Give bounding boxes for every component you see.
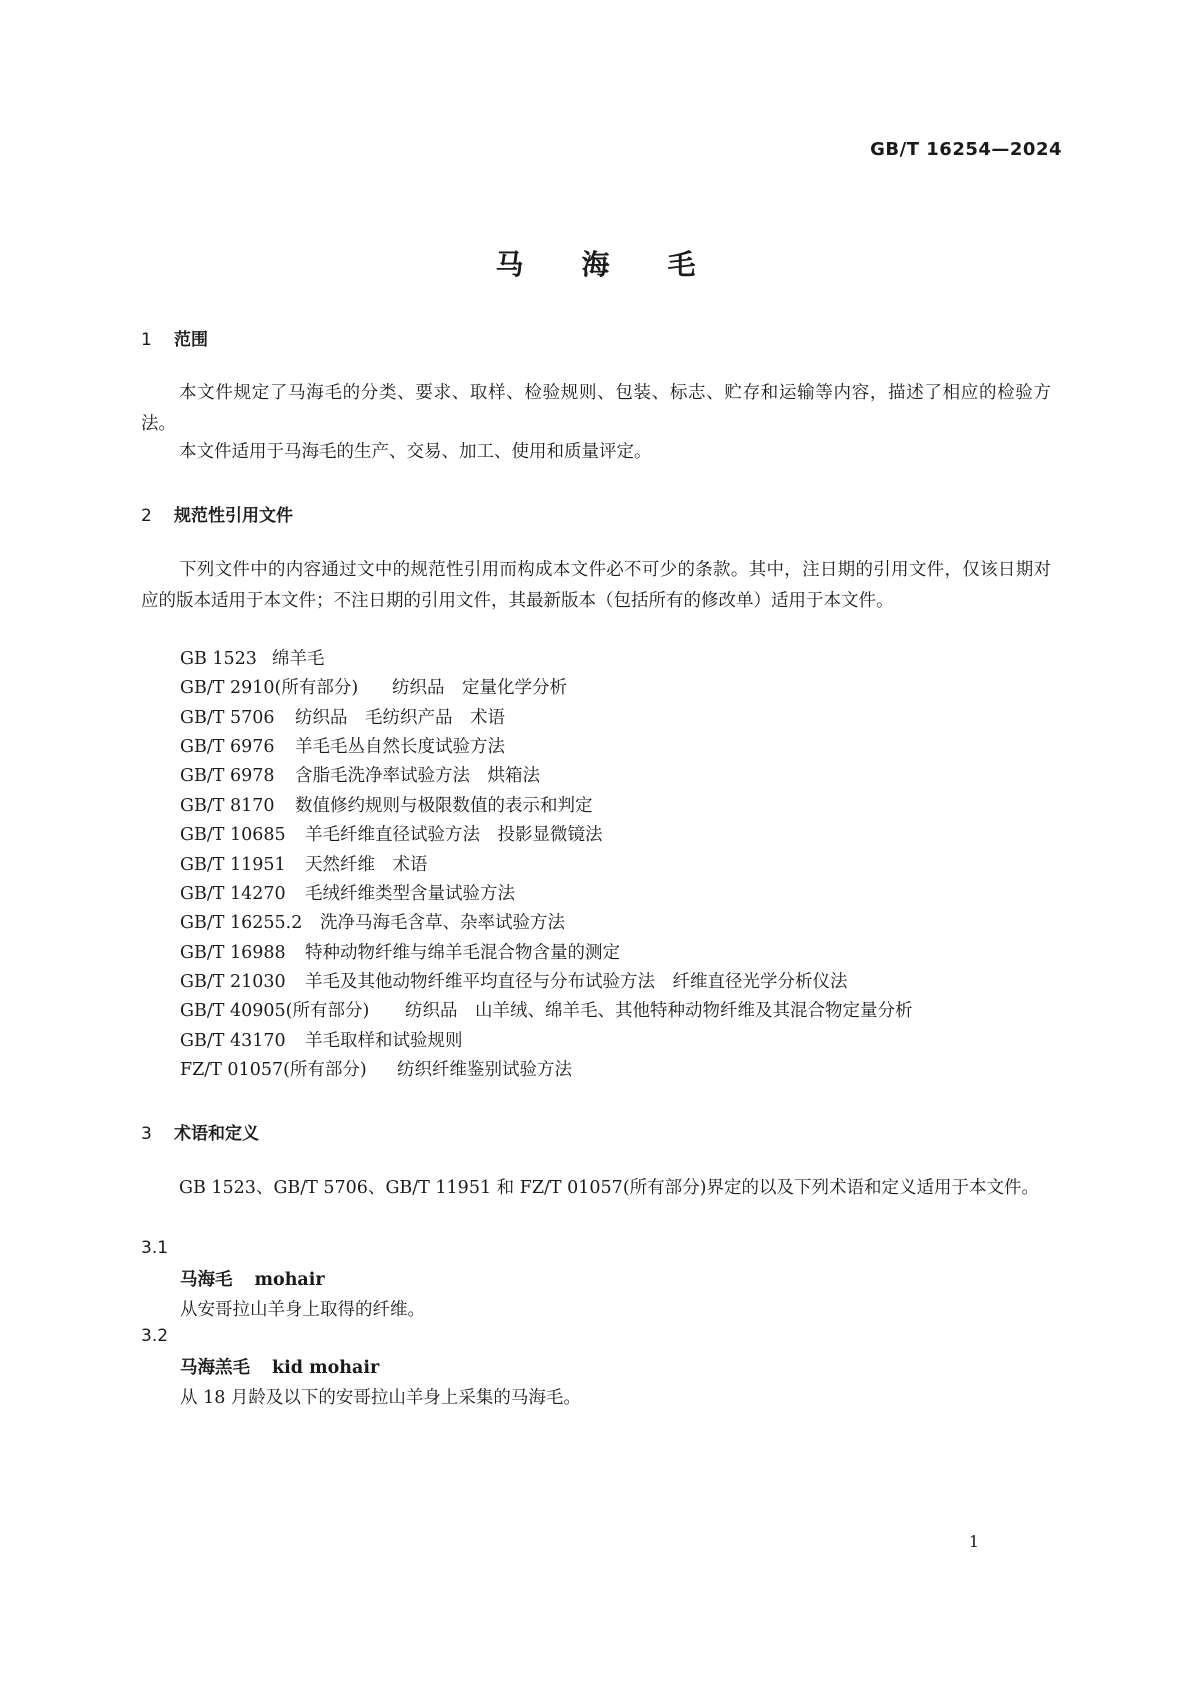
reference-code: GB 1523 (180, 649, 257, 669)
reference-title: 数值修约规则与极限数值的表示和判定 (295, 796, 593, 816)
section-title: 范围 (174, 330, 208, 350)
section-number: 3 (141, 1124, 152, 1144)
reference-item (180, 648, 325, 670)
term-definition: 从 18 月龄及以下的安哥拉山羊身上采集的马海毛。 (180, 1388, 581, 1408)
term-number: 3.1 (141, 1238, 169, 1258)
document-number: GB/T 16254—2024 (870, 139, 1062, 160)
reference-code: GB/T 6978 (180, 766, 275, 786)
reference-title: 纺织品 毛纺织产品 术语 (295, 708, 505, 728)
reference-item (180, 942, 620, 964)
term-name (180, 1354, 379, 1379)
reference-title: 天然纤维 术语 (305, 855, 428, 875)
reference-code: GB/T 16988 (180, 943, 286, 963)
reference-item (180, 1000, 913, 1022)
reference-title: 绵羊毛 (272, 649, 325, 669)
section-title: 术语和定义 (174, 1124, 259, 1144)
section-1-heading (141, 325, 208, 350)
section-1-paragraph-2: 本文件适用于马海毛的生产、交易、加工、使用和质量评定。 (179, 442, 652, 462)
term-name-en: mohair (254, 1270, 325, 1290)
reference-item (180, 883, 515, 905)
reference-item (180, 971, 848, 993)
reference-title: 洗净马海毛含草、杂率试验方法 (320, 913, 565, 933)
term-number: 3.2 (141, 1326, 169, 1346)
section-number: 2 (141, 506, 152, 526)
section-2-heading (141, 501, 293, 526)
reference-item (180, 1030, 463, 1052)
reference-item (180, 912, 565, 934)
term-name-zh: 马海毛 (180, 1270, 233, 1290)
reference-code: GB/T 16255.2 (180, 913, 303, 933)
reference-code: GB/T 5706 (180, 708, 275, 728)
reference-title: 羊毛取样和试验规则 (305, 1031, 463, 1051)
reference-code: GB/T 8170 (180, 796, 275, 816)
reference-code: GB/T 14270 (180, 884, 286, 904)
section-title: 规范性引用文件 (174, 506, 293, 526)
reference-code: GB/T 43170 (180, 1031, 286, 1051)
reference-item (180, 736, 505, 758)
reference-title: 纺织品 山羊绒、绵羊毛、其他特种动物纤维及其混合物定量分析 (405, 1001, 913, 1021)
reference-code: GB/T 10685 (180, 825, 286, 845)
term-name (180, 1266, 325, 1291)
reference-title: 纺织纤维鉴别试验方法 (397, 1060, 572, 1080)
section-2-paragraph-1: 下列文件中的内容通过文中的规范性引用而构成本文件必不可少的条款。其中，注日期的引用文件，仅该日期对应的版本适用于本文件；不注日期的引用文件，其最新版本（包括所有的修改单）适用于本文件。 (141, 560, 1051, 611)
reference-item (180, 1059, 572, 1081)
reference-item (180, 765, 540, 787)
reference-item (180, 707, 505, 729)
reference-code: GB/T 21030 (180, 972, 286, 992)
reference-code: GB/T 2910(所有部分) (180, 678, 359, 698)
reference-code: GB/T 6976 (180, 737, 275, 757)
reference-title: 羊毛及其他动物纤维平均直径与分布试验方法 纤维直径光学分析仪法 (305, 972, 848, 992)
reference-title: 毛绒纤维类型含量试验方法 (305, 884, 515, 904)
section-number: 1 (141, 330, 152, 350)
document-title: 马海毛 (495, 248, 754, 281)
reference-item (180, 854, 428, 876)
reference-item (180, 677, 567, 699)
reference-title: 羊毛纤维直径试验方法 投影显微镜法 (305, 825, 603, 845)
reference-title: 纺织品 定量化学分析 (392, 678, 567, 698)
reference-code: GB/T 40905(所有部分) (180, 1001, 370, 1021)
term-definition: 从安哥拉山羊身上取得的纤维。 (180, 1300, 425, 1320)
section-3-paragraph-1: GB 1523、GB/T 5706、GB/T 11951 和 FZ/T 01057(所有部分)界定的以及下列术语和定义适用于本文件。 (179, 1178, 1039, 1198)
reference-item (180, 824, 603, 846)
section-1-paragraph-1: 本文件规定了马海毛的分类、要求、取样、检验规则、包装、标志、贮存和运输等内容，描述了相应的检验方法。 (141, 383, 1051, 434)
reference-title: 特种动物纤维与绵羊毛混合物含量的测定 (305, 943, 620, 963)
reference-code: GB/T 11951 (180, 855, 286, 875)
section-3-heading (141, 1119, 259, 1144)
term-name-zh: 马海羔毛 (180, 1358, 250, 1378)
term-name-en: kid mohair (272, 1358, 380, 1378)
reference-code: FZ/T 01057(所有部分) (180, 1060, 367, 1080)
page-number: 1 (968, 1532, 979, 1551)
reference-title: 含脂毛洗净率试验方法 烘箱法 (295, 766, 540, 786)
reference-title: 羊毛毛丛自然长度试验方法 (295, 737, 505, 757)
reference-item (180, 795, 593, 817)
